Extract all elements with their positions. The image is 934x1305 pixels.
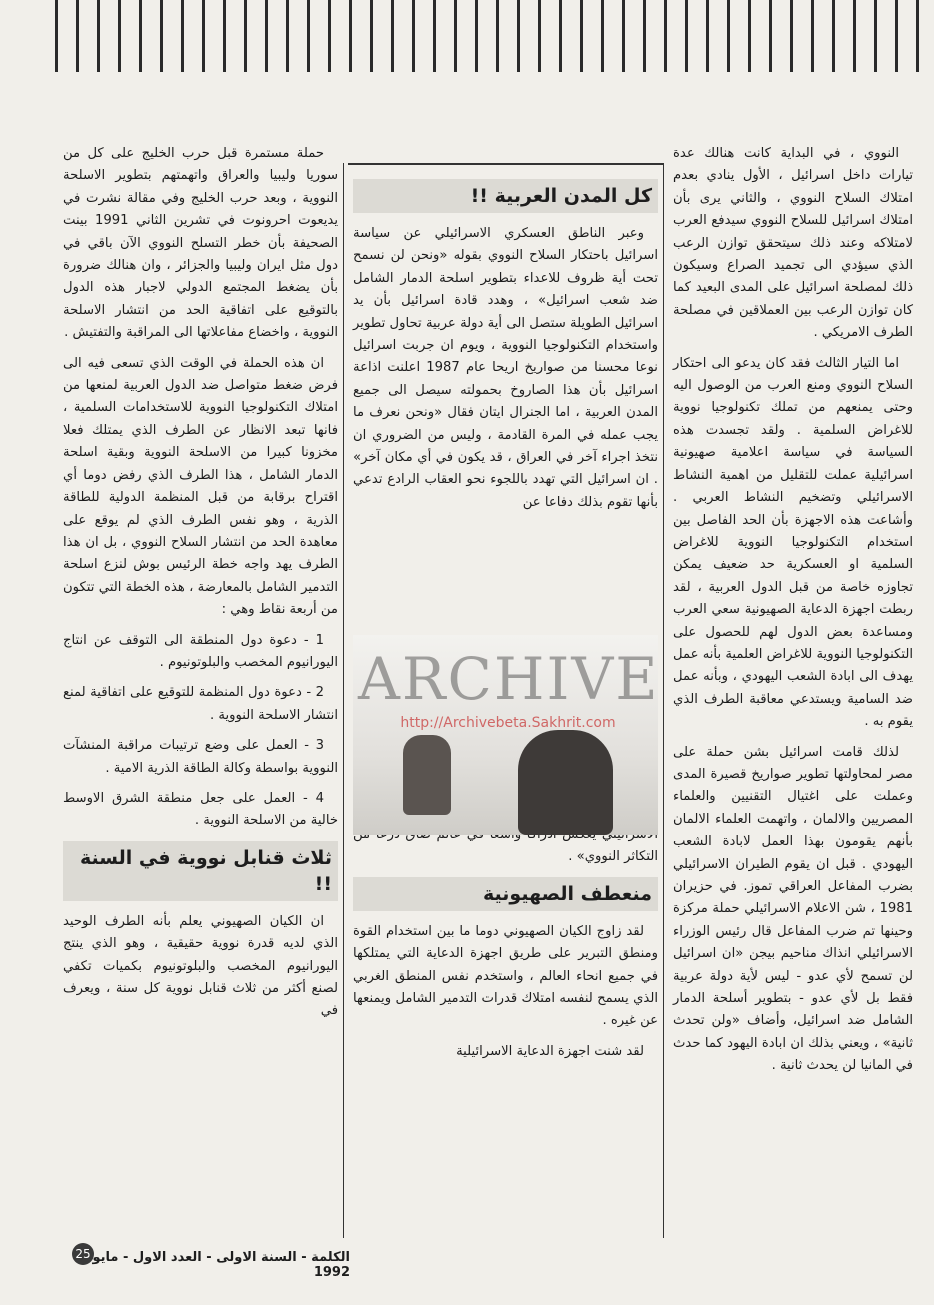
archive-watermark: ARCHIVE: [358, 645, 660, 713]
paragraph: حملة مستمرة قبل حرب الخليج على كل من سوريا وليبيا والعراق واتهمتهم بتطوير الاسلحة النووية ، وبعد حرب الخليج وفي مقالة نشرت في يديعوت احرونوت في تشرين الثاني 1991 بينت الصحيفة بأن خطر التسلح النووي الآن باقي في دول مثل ايران وليبيا والجزائر ، وان هنالك ضرورة بأن يضغط المجتمع الدولي لاجبار هذه الدول بالتوقيع على اتفاقية الحد من انتشار الاسلحة النووية ، واخضاع مفاعلاتها الى المراقبة والتفتيش .: [63, 146, 338, 341]
list-item: 4 - العمل على جعل منطقة الشرق الاوسط خالية من الاسلحة النووية .: [63, 790, 338, 829]
archive-url: http://Archivebeta.Sakhrit.com: [400, 715, 616, 731]
paragraph: لقد شنت اجهزة الدعاية الاسرائيلية: [456, 1043, 644, 1059]
header-stripes: [55, 0, 934, 72]
page-number: 25: [72, 1243, 94, 1265]
paragraph: لذلك قامت اسرائيل بشن حملة على مصر لمحاولتها تطوير صواريخ قصيرة المدى وعملت على اغتيال التقنيين والعلماء المصريين والالمان ، واتهمت العلماء الالمان بأنهم يقومون بهذا العمل لابادة الشعب اليهودي . قبل ان يقوم الطيران الاسرائيلي بضرب المفاعل العراقي تموز. في حزيران 1981 ، شن الاعلام الاسرائيلي حملة مركزة وحينها تم ضرب المفاعل قال رئيس الوزراء الاسرائيلي انذاك مناحيم بيجن «ان اسرائيل لن تسمح لأي عدو - ليس لأية دولة عربية فقط بل لأي عدو - بتطوير أسلحة الدمار الشامل ضد اسرائيل، وأضاف «ولن تحدث ثانية» ، ويعني بذلك ان ابادة اليهود كما حدث في المانيا لن يحدث ثانية .: [673, 744, 913, 1074]
paragraph: لقد زاوج الكيان الصهيوني دوما ما بين استخدام القوة ومنطق التبرير على طريق اجهزة الدعاية التي يمتلكها في جميع انحاء العالم ، واستخدم نفس المنطق الغربي الذي يسمح لنفسه امتلاك قدرات التدمير الشامل ويمنعها عن غيره .: [353, 923, 658, 1029]
list-item: 2 - دعوة دول المنظمة للتوقيع على اتفاقية لمنع انتشار الاسلحة النووية .: [63, 685, 338, 723]
paragraph: وعبر الناطق العسكري الاسرائيلي عن سياسة اسرائيل باحتكار السلاح النووي بقوله «ونحن لن نسمح تحت أية ظروف للاعداء بتطوير اسلحة الدمار الشامل ضد شعب اسرائيل» ، وهدد قادة اسرائيل بأن يد اسرائيل الطويلة ستصل الى أية دولة عربية تحاول تطوير واستخدام التكنولوجيا النووية ، ويوم ان جربت اسرائيل نوعا محسنا من صواريخ اريحا عام 1987 اعلنت اذاعة اسرائيل بأن هذا الصاروخ بحمولته سيصل الى جميع المدن العربية ، اما الجنرال ايتان فقال «ونحن نعرف ما يجب عمله في المرة القادمة ، وليس من الضروري ان نتخذ اجراء آخر في العراق ، قد يكون في أي مكان آخر» . ان اسرائيل التي تهدد باللجوء نحو العقاب الرادع تدعي بأنها تقوم بذلك دفاعا عن: [353, 226, 658, 510]
soldier-figure: [403, 735, 451, 815]
column-left: [63, 143, 338, 1031]
column-middle: [353, 175, 658, 1071]
paragraph: ان الكيان الصهيوني يعلم بأنه الطرف الوحيد الذي لديه قدرة نووية حقيقية ، وهو الذي ينتج اليورانيوم المخصب والبلوتونيوم بكميات تكفي لصنع أكثر من ثلاث قنابل نووية كل سنة ، ويعرف في: [63, 913, 338, 1019]
divider: [343, 163, 344, 1238]
divider: [663, 163, 664, 1238]
column-right: [673, 143, 913, 1086]
list-item: 3 - العمل على وضع ترتيبات مراقبة المنشآت النووية بواسطة وكالة الطاقة الذرية الامية .: [63, 738, 338, 776]
section-heading: منعطف الصهيونية: [353, 877, 658, 911]
section-heading: كل المدن العربية !!: [353, 179, 658, 213]
divider: [348, 163, 663, 165]
soldier-figure: [518, 730, 613, 835]
paragraph: اما التيار الثالث فقد كان يدعو الى احتكار السلاح النووي ومنع العرب من الوصول اليه وحتى يمنعهم من تملك تكنولوجيا نووية للاغراض السلمية . ولقد تجسدت هذه السياسة في سياسة اعلامية صهيونية اسرائيلية عملت للتقليل من اهمية النشاط الاسرائيلي وتضخيم النشاط العربي . وأشاعت هذه الاجهزة بأن الحد الفاصل بين استخدام التكنولوجيا النووية للاغراض السلمية او العسكرية حد ضعيف يمكن تجاوزه خاصة من قبل الدول العربية ، لقد ربطت اجهزة الدعاية الصهيونية سعي العرب ومساعدة بعض الدول لهم للحصول على التكنولوجيا النووية للاغراض العلمية بأنه عمل يهدف الى ابادة الشعب اليهودي ، وبأنه عمل ضد السامية ويستدعي معاقبة الطرف الذي يقوم به .: [673, 355, 913, 730]
paragraph: النووي ، في البداية كانت هنالك عدة تيارات داخل اسرائيل ، الأول ينادي بعدم امتلاك السلاح النووي ، والثاني يرى بأن امتلاك اسرائيل للسلاح النووي سيدفع العرب لامتلاكه وعند ذلك سيتحقق توازن الرعب الذي سيؤدي الى تجميد الصراع وسيكون ذلك لمصلحة اسرائيل على المدى البعيد كما كان توازن الرعب بين العملاقين في مصلحة الطرف الامريكي .: [673, 146, 913, 341]
footer-citation: الكلمة - السنة الاولى - العدد الاول - مايو 1992: [92, 1250, 350, 1280]
article-page: [48, 135, 918, 1240]
paragraph: التكاثر النووي» .: [568, 849, 658, 865]
section-heading: ثلاث قنابل نووية في السنة !!: [63, 841, 338, 901]
list-item: 1 - دعوة دول المنطقة الى التوقف عن انتاج اليورانيوم المخصب والبلوتونيوم .: [63, 632, 338, 670]
paragraph: ان هذه الحملة في الوقت الذي تسعى فيه الى فرض ضغط متواصل ضد الدول العربية لمنعها من امتلاك التكنولوجيا النووية للاستخدامات السلمية ، فانها تبعد الانظار عن الطرف الذي يمتلك فعلا مخزونا كبيرا من الاسلحة النووية وبقية اسلحة الدمار الشامل ، هذا الطرف الذي رفض دوما أي اقتراح برقابة من قبل المنظمة الدولية للطاقة الذرية ، وهو نفس الطرف الذي لم يوقع على معاهدة الحد من انتشار السلاح النووي ، بل ان هذا الطرف يهد واجه خطة الرئيس بوش لنزع اسلحة التدمير الشامل بالمعارضة ، هذه الخطة التي تتكون من أربعة نقاط وهي :: [63, 355, 338, 618]
